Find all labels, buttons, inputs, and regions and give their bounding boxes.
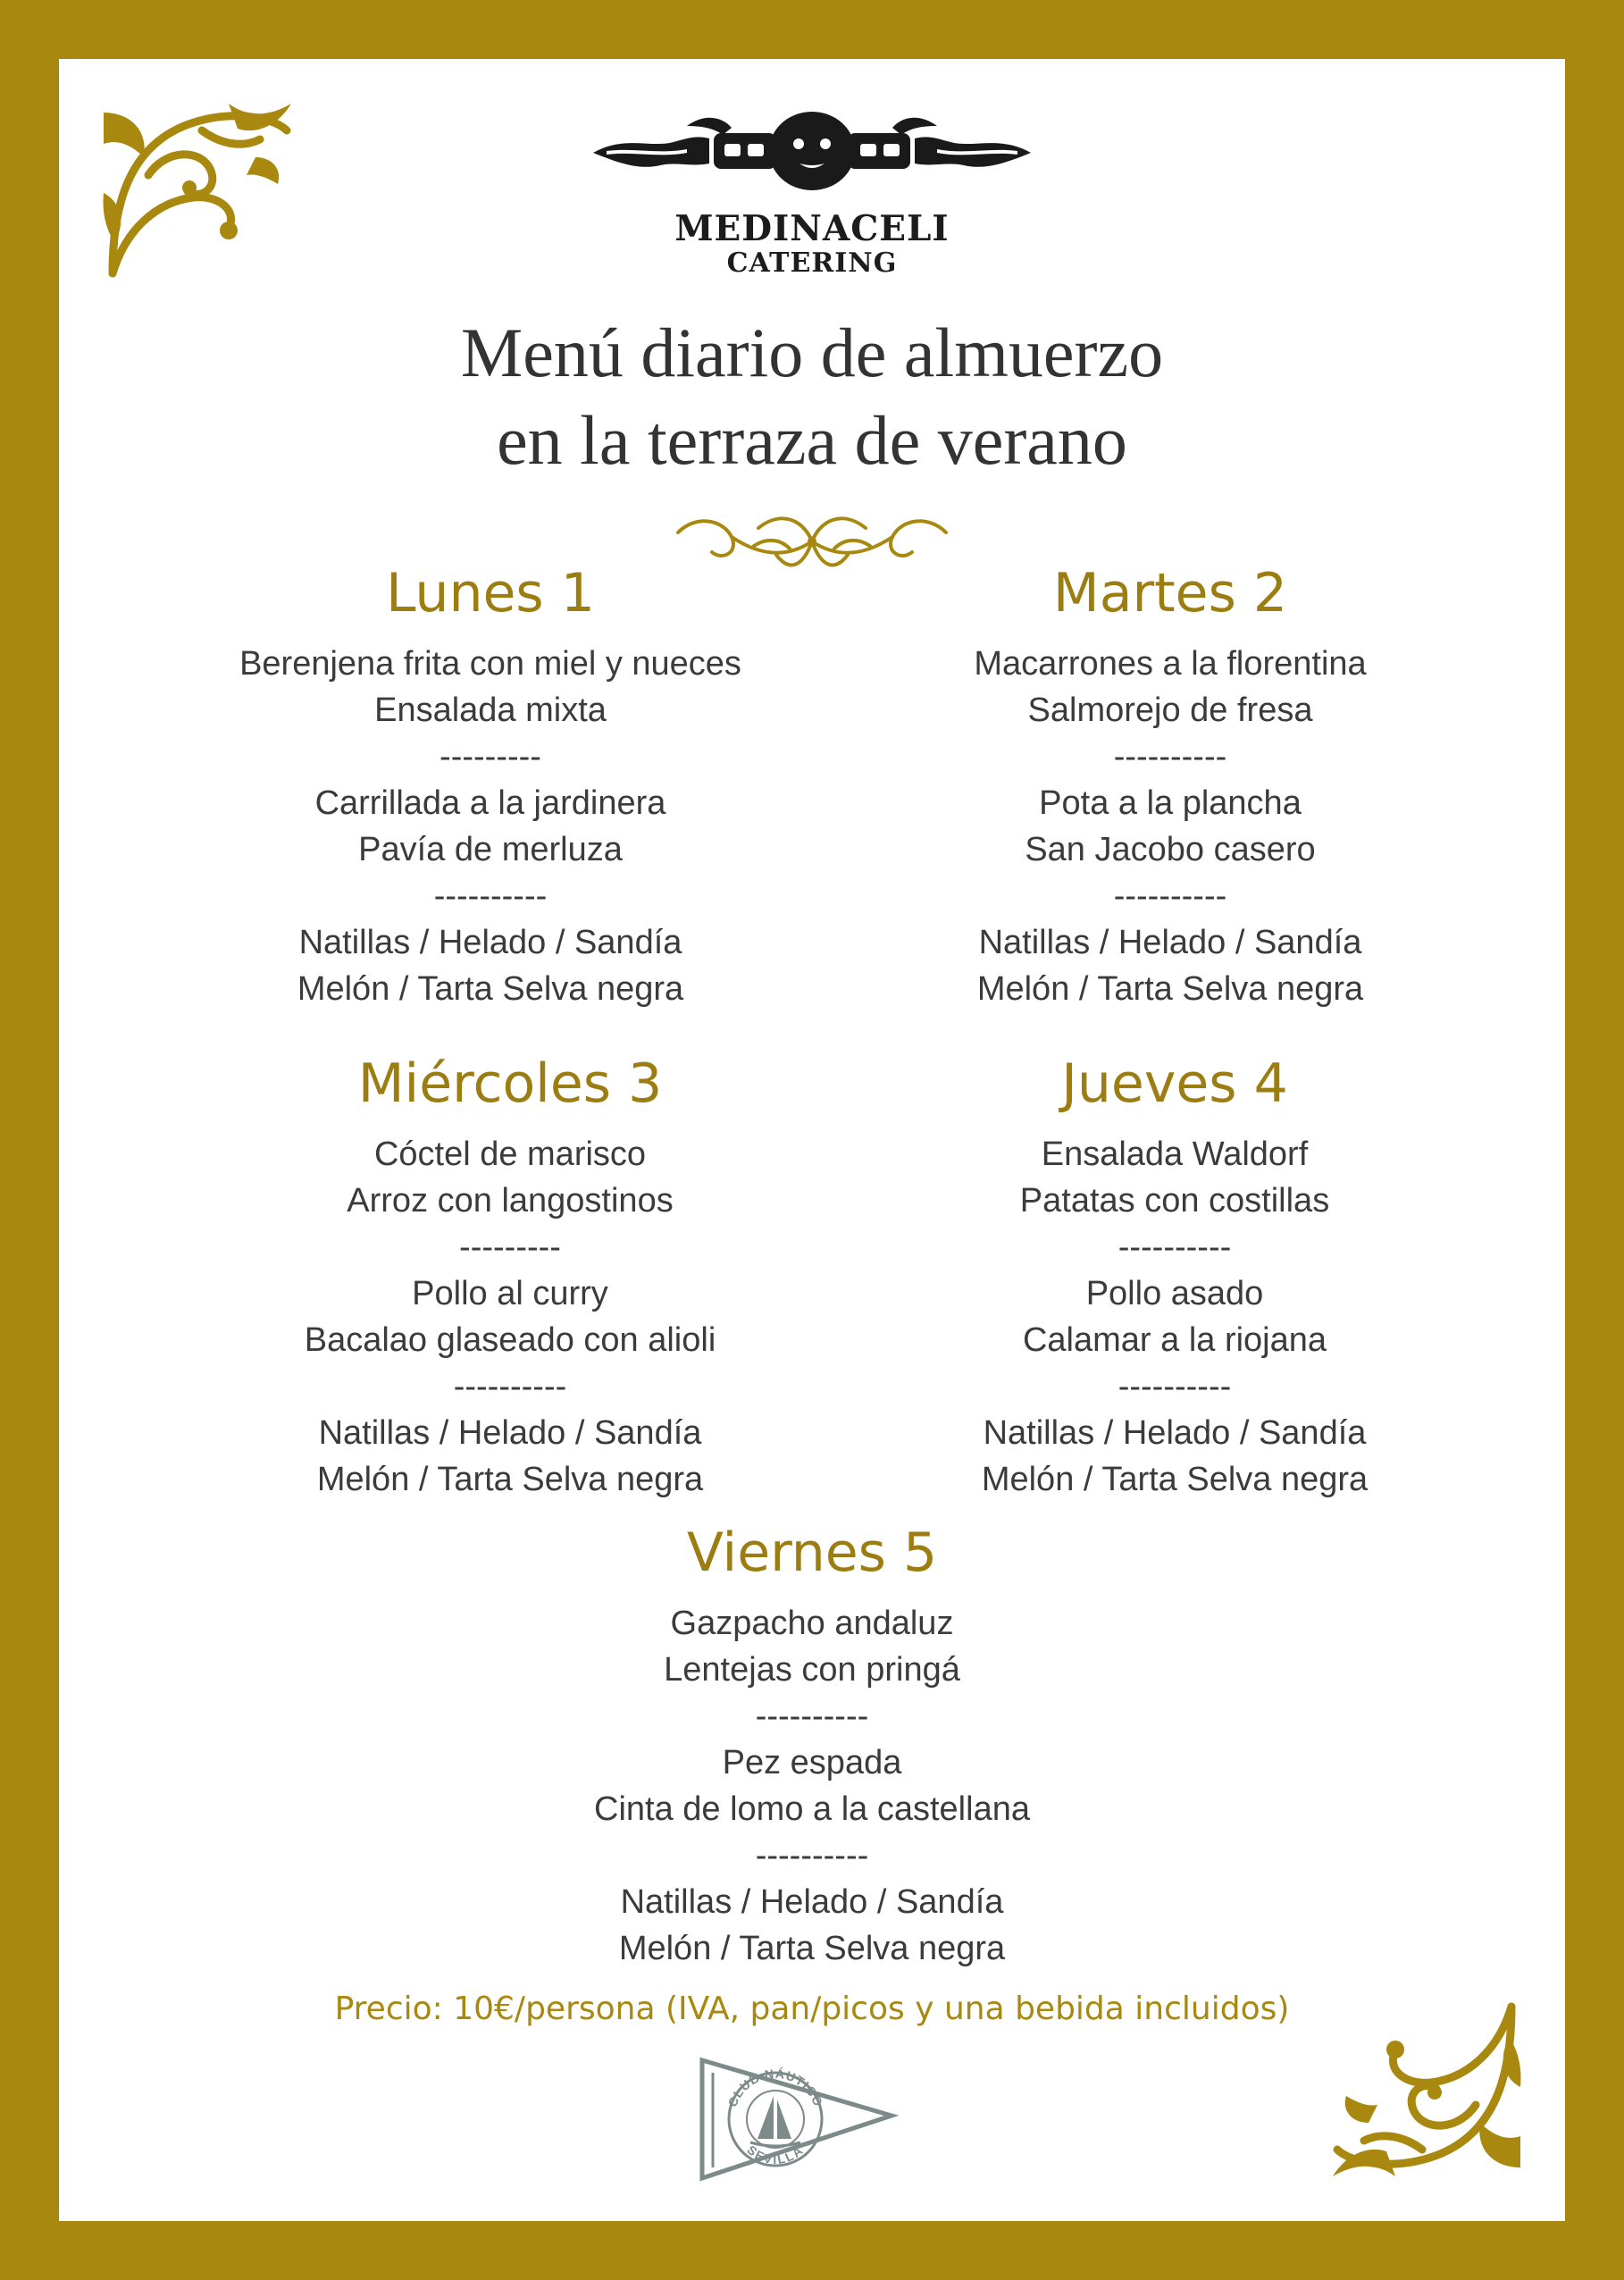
price-note: Precio: 10€/persona (IVA, pan/picos y una bebida incluidos) xyxy=(334,1991,1290,2027)
dish-item: Pota a la plancha xyxy=(1039,784,1302,822)
day-title: Lunes 1 xyxy=(386,562,595,624)
day-monday xyxy=(178,562,803,1012)
brand-logo xyxy=(566,108,1058,279)
corner-ornament-top-left xyxy=(95,95,300,291)
dish-item: Bacalao glaseado con alioli xyxy=(304,1321,716,1359)
separator: ---------- xyxy=(755,1837,869,1874)
page-title xyxy=(59,309,1565,484)
club-nautico-pennant-icon xyxy=(695,2053,900,2187)
separator: ---------- xyxy=(1118,1228,1232,1266)
dish-item: Natillas / Helado / Sandía xyxy=(620,1883,1004,1921)
title-line-2: en la terraza de verano xyxy=(497,401,1127,479)
dish-item: Ensalada mixta xyxy=(374,692,607,729)
dish-item: Cinta de lomo a la castellana xyxy=(594,1790,1030,1828)
day-friday xyxy=(499,1521,1125,1972)
cherub-emblem-icon xyxy=(589,108,1035,193)
dish-item: Gazpacho andaluz xyxy=(670,1605,954,1642)
day-tuesday xyxy=(858,562,1483,1012)
title-line-1: Menú diario de almuerzo xyxy=(460,314,1164,391)
separator: ---------- xyxy=(453,1368,567,1405)
club-name-top: CLUB NÁUTICO xyxy=(724,2066,826,2109)
day-title: Jueves 4 xyxy=(1061,1052,1288,1115)
separator: ---------- xyxy=(1118,1368,1232,1405)
dish-item: Carrillada a la jardinera xyxy=(314,784,666,822)
dish-item: Natillas / Helado / Sandía xyxy=(983,1414,1367,1452)
dish-item: Cóctel de marisco xyxy=(373,1136,647,1173)
dish-item: Pavía de merluza xyxy=(358,831,623,868)
dish-item: Pollo asado xyxy=(1085,1275,1264,1312)
day-title: Miércoles 3 xyxy=(357,1052,663,1115)
dish-item: Natillas / Helado / Sandía xyxy=(978,924,1362,961)
dish-item: Patatas con costillas xyxy=(1019,1182,1330,1220)
dish-item: Macarrones a la florentina xyxy=(974,645,1367,683)
separator: ---------- xyxy=(433,877,548,915)
dish-item: Pez espada xyxy=(722,1744,902,1781)
day-thursday xyxy=(862,1052,1487,1503)
dish-item: Arroz con langostinos xyxy=(347,1182,674,1220)
brand-subtitle: CATERING xyxy=(726,247,898,279)
dish-item: Salmorejo de fresa xyxy=(1027,692,1313,729)
dish-item: Lentejas con pringá xyxy=(664,1651,960,1689)
day-title: Viernes 5 xyxy=(686,1521,938,1584)
dish-item: Melón / Tarta Selva negra xyxy=(618,1930,1006,1967)
brand-name: MEDINACELI xyxy=(674,208,950,249)
day-wednesday xyxy=(197,1052,823,1503)
day-title: Martes 2 xyxy=(1052,562,1288,624)
separator: ---------- xyxy=(1113,738,1227,775)
dish-item: Calamar a la riojana xyxy=(1022,1321,1327,1359)
dish-item: Natillas / Helado / Sandía xyxy=(298,924,682,961)
club-name-bottom: SEVILLA xyxy=(744,2142,807,2167)
menu-page xyxy=(59,59,1565,2221)
separator: ---------- xyxy=(755,1697,869,1735)
separator: --------- xyxy=(459,1228,561,1266)
dish-item: Berenjena frita con miel y nueces xyxy=(239,645,741,683)
dish-item: Natillas / Helado / Sandía xyxy=(318,1414,702,1452)
dish-item: San Jacobo casero xyxy=(1025,831,1316,868)
dish-item: Melón / Tarta Selva negra xyxy=(297,970,684,1008)
dish-item: Melón / Tarta Selva negra xyxy=(976,970,1364,1008)
separator: ---------- xyxy=(1113,877,1227,915)
dish-item: Melón / Tarta Selva negra xyxy=(981,1461,1369,1498)
dish-item: Pollo al curry xyxy=(412,1275,608,1312)
separator: --------- xyxy=(439,738,541,775)
dish-item: Melón / Tarta Selva negra xyxy=(316,1461,704,1498)
dish-item: Ensalada Waldorf xyxy=(1041,1136,1309,1173)
